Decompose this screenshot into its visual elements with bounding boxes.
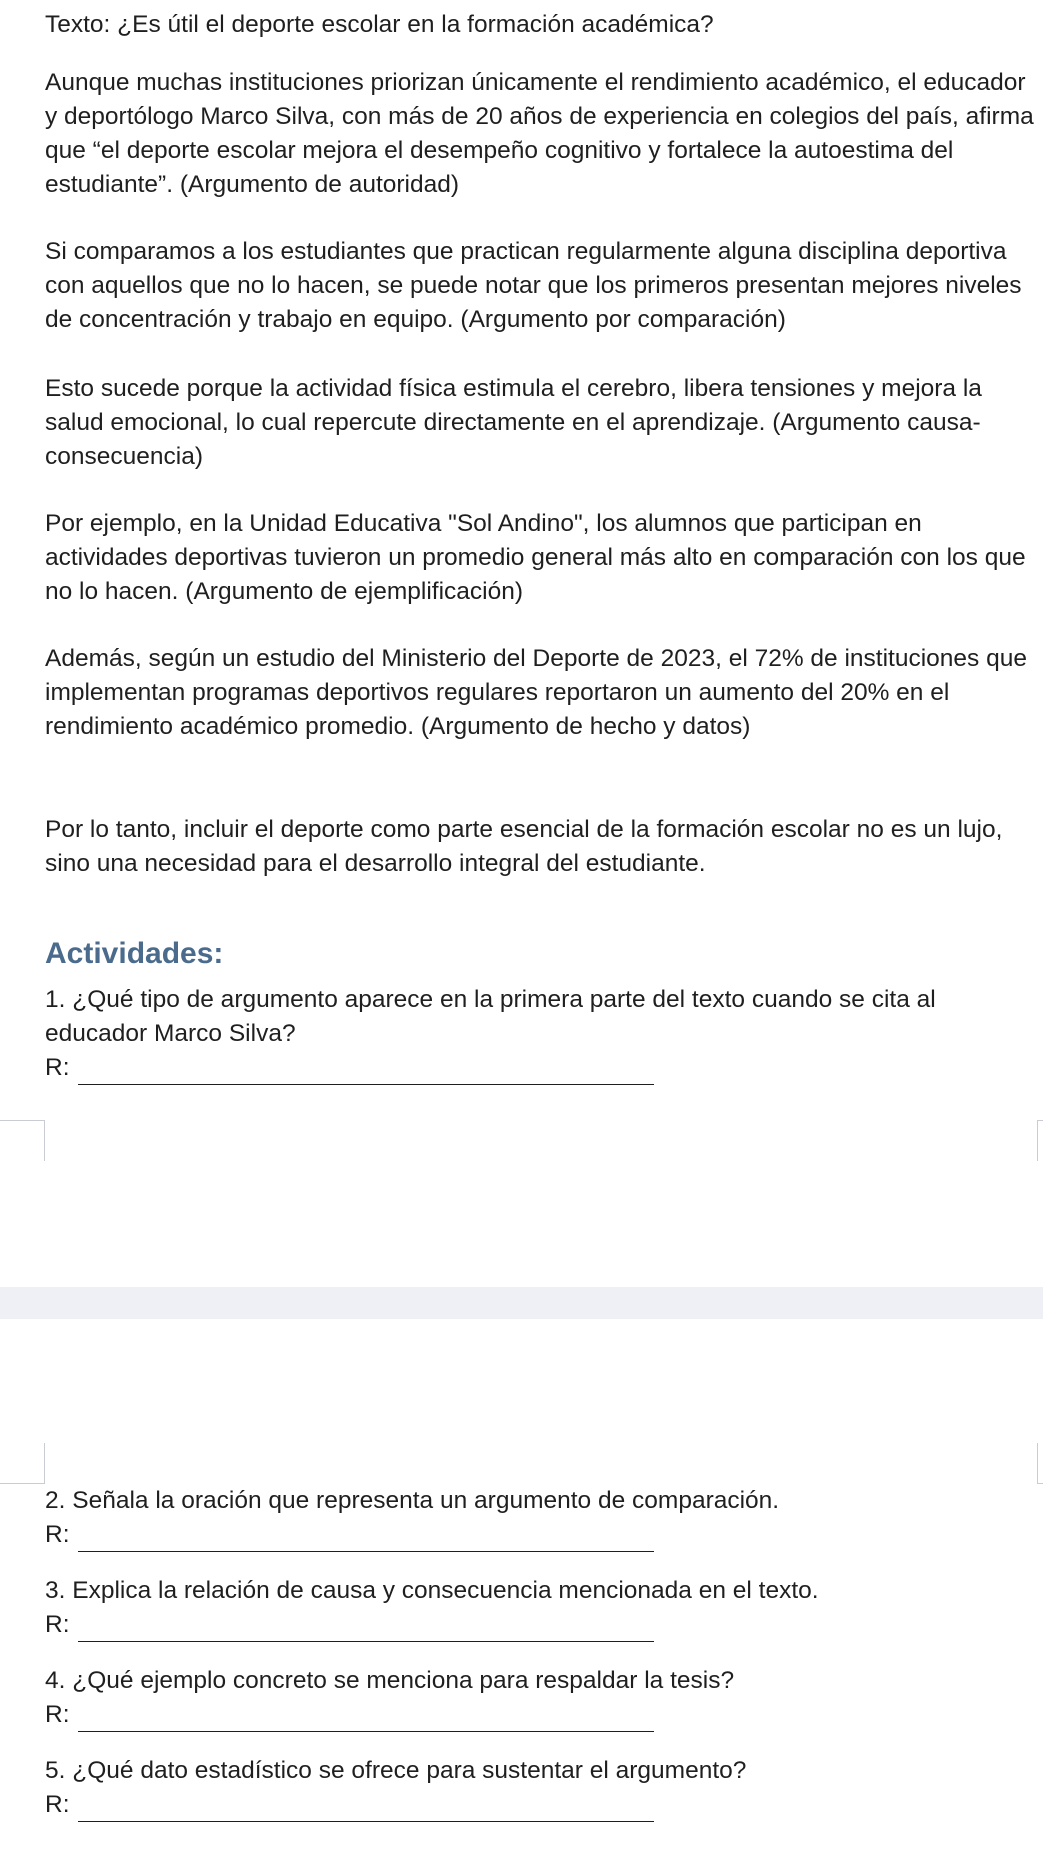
question-4: 4. ¿Qué ejemplo concreto se menciona para respaldar la tesis? — [45, 1667, 735, 1694]
answer-label: R: — [45, 1521, 70, 1548]
paragraph-conclusion: Por lo tanto, incluir el deporte como parte esencial de la formación escolar no es un lujo, sino una necesidad para el desarrollo integral del estudiante. — [45, 816, 1003, 877]
answer-line-4[interactable] — [45, 1698, 654, 1732]
page-separator — [0, 1287, 1043, 1319]
answer-blank[interactable] — [78, 1615, 654, 1642]
paragraph-cause-consequence: Esto sucede porque la actividad física estimula el cerebro, libera tensiones y mejora la salud emocional, lo cual repercute directamente en el aprendizaje. (Argumento causa-consecuencia) — [45, 375, 982, 470]
answer-line-2[interactable] — [45, 1518, 654, 1552]
answer-blank[interactable] — [78, 1705, 654, 1732]
answer-label: R: — [45, 1701, 70, 1728]
question-5: 5. ¿Qué dato estadístico se ofrece para sustentar el argumento? — [45, 1757, 747, 1784]
answer-label: R: — [45, 1791, 70, 1818]
answer-label: R: — [45, 1054, 70, 1081]
answer-blank[interactable] — [78, 1795, 654, 1822]
question-2: 2. Señala la oración que representa un argumento de comparación. — [45, 1487, 780, 1514]
paragraph-facts-data: Además, según un estudio del Ministerio del Deporte de 2023, el 72% de instituciones que implementan programas deportivos regulares reportaron un aumento del 20% en el rendimiento académico promedio. (Argumento de hecho y datos) — [45, 645, 1027, 740]
answer-line-3[interactable] — [45, 1608, 654, 1642]
page-corner-mark — [0, 1120, 45, 1161]
answer-blank[interactable] — [78, 1525, 654, 1552]
question-1: 1. ¿Qué tipo de argumento aparece en la primera parte del texto cuando se cita al educador Marco Silva? — [45, 986, 936, 1047]
answer-line-1[interactable] — [45, 1051, 654, 1085]
page-corner-mark — [1037, 1120, 1043, 1161]
answer-line-5[interactable] — [45, 1788, 654, 1822]
page-corner-mark — [1037, 1443, 1043, 1484]
activities-heading: Actividades: — [45, 937, 224, 970]
page-corner-mark — [0, 1443, 45, 1484]
paragraph-example: Por ejemplo, en la Unidad Educativa "Sol Andino", los alumnos que participan en actividades deportivas tuvieron un promedio general más alto en comparación con los que no lo hacen. (Argumento de ejemplificación) — [45, 510, 1026, 605]
paragraph-comparison: Si comparamos a los estudiantes que practican regularmente alguna disciplina deportiva con aquellos que no lo hacen, se puede notar que los primeros presentan mejores niveles de concentración y trabajo en equipo. (Argumento por comparación) — [45, 238, 1022, 333]
paragraph-authority: Aunque muchas instituciones priorizan únicamente el rendimiento académico, el educador y deportólogo Marco Silva, con más de 20 años de experiencia en colegios del país, afirma que “el deporte escolar mejora el desempeño cognitivo y fortalece la autoestima del estudiante”. (Argumento de autoridad) — [45, 69, 1034, 198]
answer-blank[interactable] — [78, 1058, 654, 1085]
document-title: Texto: ¿Es útil el deporte escolar en la formación académica? — [45, 11, 714, 38]
answer-label: R: — [45, 1611, 70, 1638]
question-3: 3. Explica la relación de causa y consecuencia mencionada en el texto. — [45, 1577, 819, 1604]
